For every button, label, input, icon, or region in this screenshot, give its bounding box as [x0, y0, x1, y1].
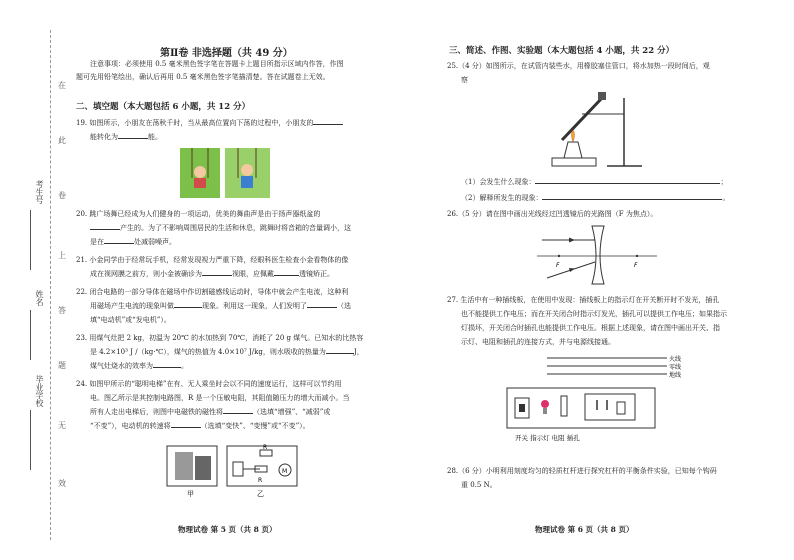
school-label: 毕业学校 [35, 375, 44, 407]
binding-char: 卷 [58, 191, 66, 200]
wire-fire-label: 火线 [669, 356, 682, 363]
question-19: 19. 如图所示，小朋友在荡秋千时，当从最高位置向下荡的过程中，小朋友的 [76, 117, 343, 131]
question-22-b: 用磁场产生电流的现象叫做 现象。利用这一现象，人们发明了 （选 [90, 302, 351, 310]
answer-blank[interactable] [174, 307, 202, 308]
figure-label-yi: 乙 [257, 490, 264, 498]
question-23-b: 是 4.2×10³ J /（kg·℃），煤气的热值为 4.0×10⁷ J/kg，则水吸收的热量为 J， [90, 348, 364, 356]
question-23-c: 煤气灶烧水的效率为 。 [90, 362, 188, 370]
binding-char: 上 [58, 251, 66, 260]
elevator-circuit-figure [165, 440, 305, 500]
question-24-b: 电。图乙所示是其控制电路图，R 是一个压敏电阻，其阻值随压力的增大而减小。当 [90, 394, 350, 402]
school-blank [30, 410, 31, 470]
swing-illustration [180, 148, 270, 198]
figure-label-motor: M [282, 468, 288, 475]
wire-zero-label: 零线 [669, 364, 682, 371]
binding-char: 答 [58, 306, 66, 315]
answer-blank[interactable] [313, 124, 343, 125]
answer-blank[interactable] [90, 229, 120, 230]
answer-blank[interactable] [118, 138, 148, 139]
question-25: 25.（4 分）如图所示，在试管内装些水，用橡胶塞住管口，将水加热一段时间后，观 [447, 62, 710, 70]
answer-blank[interactable] [202, 275, 232, 276]
notice-line-2: 题可先用铅笔绘出，确认后再用 0.5 毫米黑色签字笔描清楚。答在试题卷上无效。 [76, 73, 330, 81]
binding-char: 效 [58, 479, 66, 488]
question-21: 21. 小金同学由于经常玩手机，经常发现视力严重下降，经眼科医生检查小金看物体的像 [76, 256, 349, 264]
name-label: 姓名 [35, 290, 44, 306]
wire-ground-label: 地线 [669, 372, 682, 379]
answer-blank[interactable] [535, 183, 720, 184]
question-28: 28.（6 分）小明利用刻度均匀的轻质杠杆进行探究杠杆的平衡条件实验，已知每个钩码 [447, 467, 717, 475]
section-title: 第Ⅱ卷 非选择题（共 49 分） [160, 48, 293, 59]
concave-lens-figure [537, 222, 657, 286]
answer-blank[interactable] [153, 367, 181, 368]
question-25-sub1: （1）会发生什么现象： ； [461, 178, 728, 186]
focus-label: F [634, 262, 638, 269]
notice-line-1: 注意事项：必须使用 0.5 毫米黑色签字笔在答题卡上题目所指示区域内作答，作图 [90, 60, 344, 68]
question-20-c: 是在 处减弱噪声。 [90, 238, 176, 246]
answer-blank[interactable] [274, 275, 299, 276]
name-blank [30, 310, 31, 360]
answer-blank[interactable] [326, 353, 354, 354]
question-25-b: 察 [461, 76, 468, 84]
question-20: 20. 跳广场舞已经成为人们健身的一项运动，优美的舞曲声是由于扬声器纸盆的 [76, 210, 321, 218]
answer-blank[interactable] [223, 413, 253, 414]
board-component-labels: 开关 指示灯 电阻 插孔 [515, 434, 580, 442]
binding-char: 题 [58, 361, 66, 370]
candidate-number-label: 考生号 [35, 180, 44, 204]
binding-char: 此 [58, 136, 66, 145]
part-heading: 三、简述、作图、实验题（本大题包括 4 小题，共 22 分） [449, 46, 675, 56]
question-19-b: 能转化为 能。 [90, 133, 162, 141]
question-22: 22. 闭合电路的一部分导体在磁场中作切割磁感线运动时，导体中就会产生电流，这种利 [76, 288, 349, 296]
binding-line [50, 30, 51, 540]
answer-blank[interactable] [171, 427, 201, 428]
question-22-c: 填“电动机”或“发电机”）。 [90, 316, 171, 324]
figure-label-r: R [258, 477, 263, 484]
question-24-d: “不变”），电动机的转速将 （选填“变快”、“变慢”或“不变”）。 [90, 422, 310, 430]
question-21-b: 成在视网膜之前方，则小金被确诊为 视眼，应佩戴 透镜矫正。 [90, 270, 334, 278]
question-24-c: 所有人走出电梯后，则图中电磁铁的磁性将 （选填“增强”、“减弱”或 [90, 408, 331, 416]
binding-char: 无 [58, 421, 66, 430]
right-page [397, 0, 794, 560]
question-25-sub2: （2）解释所发生的现象： 。 [461, 194, 730, 202]
power-strip-figure [497, 352, 697, 452]
question-26: 26.（5 分）请在图中画出光线经过凹透镜后的光路图（F 为焦点）。 [447, 210, 658, 218]
page-footer-right: 物理试卷 第 6 页（共 8 页） [535, 525, 634, 534]
question-28-b: 重 0.5 N。 [461, 481, 497, 489]
candidate-number-blank [30, 210, 31, 270]
answer-blank[interactable] [307, 307, 337, 308]
figure-label-jia: 甲 [187, 490, 194, 498]
part-heading: 二、填空题（本大题包括 6 小题，共 12 分） [76, 102, 251, 112]
question-27-b: 也不能提供工作电压；而在开关闭合时指示灯发光，插孔可以提供工作电压；如果指示 [461, 310, 727, 318]
answer-blank[interactable] [542, 199, 722, 200]
question-20-b: 产生的。为了不影响周围居民的生活和休息，跳舞时将音箱的音量调小，这 [90, 222, 351, 236]
question-24: 24. 如图甲所示的“聪明电梯”在有、无人乘坐时会以不同的速度运行，这样可以节约用 [76, 380, 342, 388]
question-27: 27. 生活中有一种插线板，在使用中发现：插线板上的指示灯在开关断开时不发光，插孔 [447, 296, 720, 304]
page-footer-left: 物理试卷 第 5 页（共 8 页） [178, 525, 277, 534]
figure-label-r1: R [263, 444, 268, 451]
answer-blank[interactable] [104, 243, 134, 244]
question-27-d: 示灯、电阻和插孔的连接方式，并与电源线接通。 [461, 338, 615, 346]
test-tube-heating-figure [542, 88, 652, 170]
question-23: 23. 用煤气灶把 2 kg，初温为 20℃ 的水加热到 70℃，消耗了 20 g 煤气。已知水的比热容 [76, 334, 364, 342]
focus-label: F [556, 262, 560, 269]
binding-char: 在 [58, 81, 66, 90]
question-27-c: 灯损坏，开关闭合时插孔也能提供工作电压。根据上述现象，请在图中画出开关、指 [461, 324, 720, 332]
